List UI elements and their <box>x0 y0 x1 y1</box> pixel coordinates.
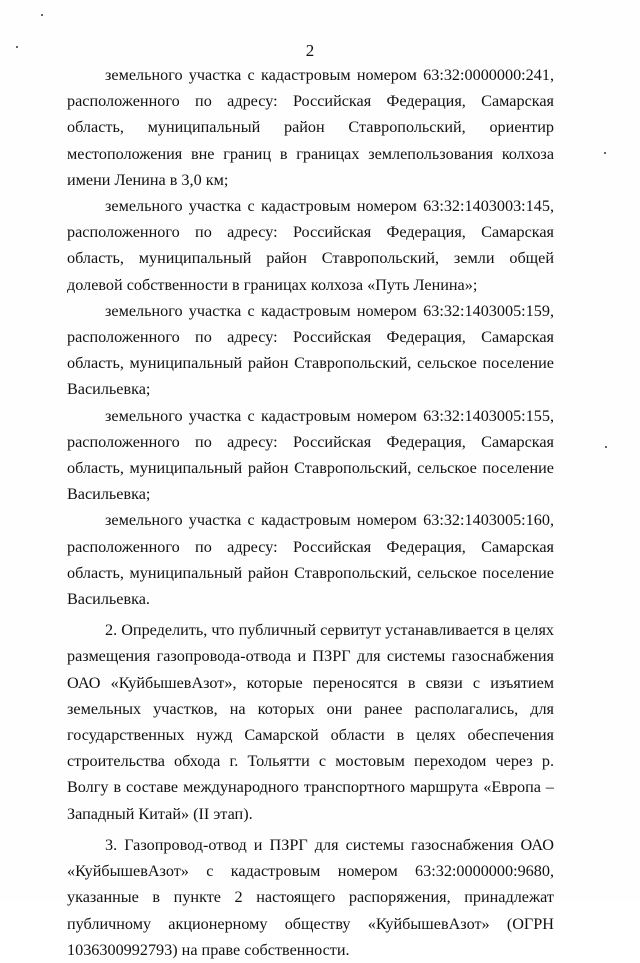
paragraph-item-2: 2. Определить, что публичный сервитут устанавливается в целях размещения газопровода-отвода и ПЗРГ для системы газоснабжения ОАО «КуйбышевАзот», которые переносятся в связи с изъятием земельных участков, на которых они ранее располагались, для государственных нужд Самарской области в целях обеспечения строительства обхода г. Тольятти с мостовым переходом через р. Волгу в составе международного транспортного маршрута «Европа – Западный Китай» (II этап). <box>67 621 554 823</box>
paragraph-item-3: 3. Газопровод-отвод и ПЗРГ для системы газоснабжения ОАО «КуйбышевАзот» с кадастровым номером 63:32:0000000:9680, указанные в пункте 2 настоящего распоряжения, принадлежат публичному акционерному обществу «КуйбышевАзот» (ОГРН 1036300992793) на праве собственности. <box>67 835 554 959</box>
paragraph-land-plot-155: земельного участка с кадастровым номером 63:32:1403005:155, расположенного по адресу: Российская Федерация, Самарская область, муниципальный район Ставропольский, сельское поселение Васильевка; <box>67 406 554 504</box>
paragraph-land-plot-160: земельного участка с кадастровым номером 63:32:1403005:160, расположенного по адресу: Российская Федерация, Самарская область, муниципальный район Ставропольский, сельское поселение Васильевка. <box>67 511 554 609</box>
paragraph-land-plot-145: земельного участка с кадастровым номером 63:32:1403003:145, расположенного по адресу: Российская Федерация, Самарская область, муниципальный район Ставропольский, земли общей долевой собственности в границах колхоза «Путь Ленина»; <box>67 197 554 294</box>
scan-speck <box>605 446 607 448</box>
paragraph-land-plot-159: земельного участка с кадастровым номером 63:32:1403005:159, расположенного по адресу: Российская Федерация, Самарская область, муниципальный район Ставропольский, сельское поселение Васильевка; <box>67 301 554 399</box>
paragraph-land-plot-241: земельного участка с кадастровым номером 63:32:0000000:241, расположенного по адресу: Российская Федерация, Самарская область, муниципальный район Ставропольский, ориентир местоположения вне границ в границах землепользования колхоза имени Ленина в 3,0 км; <box>67 66 554 189</box>
page-number: 2 <box>305 41 315 60</box>
document-body <box>67 62 554 963</box>
scan-speck <box>604 152 606 154</box>
scan-speck <box>41 14 43 16</box>
